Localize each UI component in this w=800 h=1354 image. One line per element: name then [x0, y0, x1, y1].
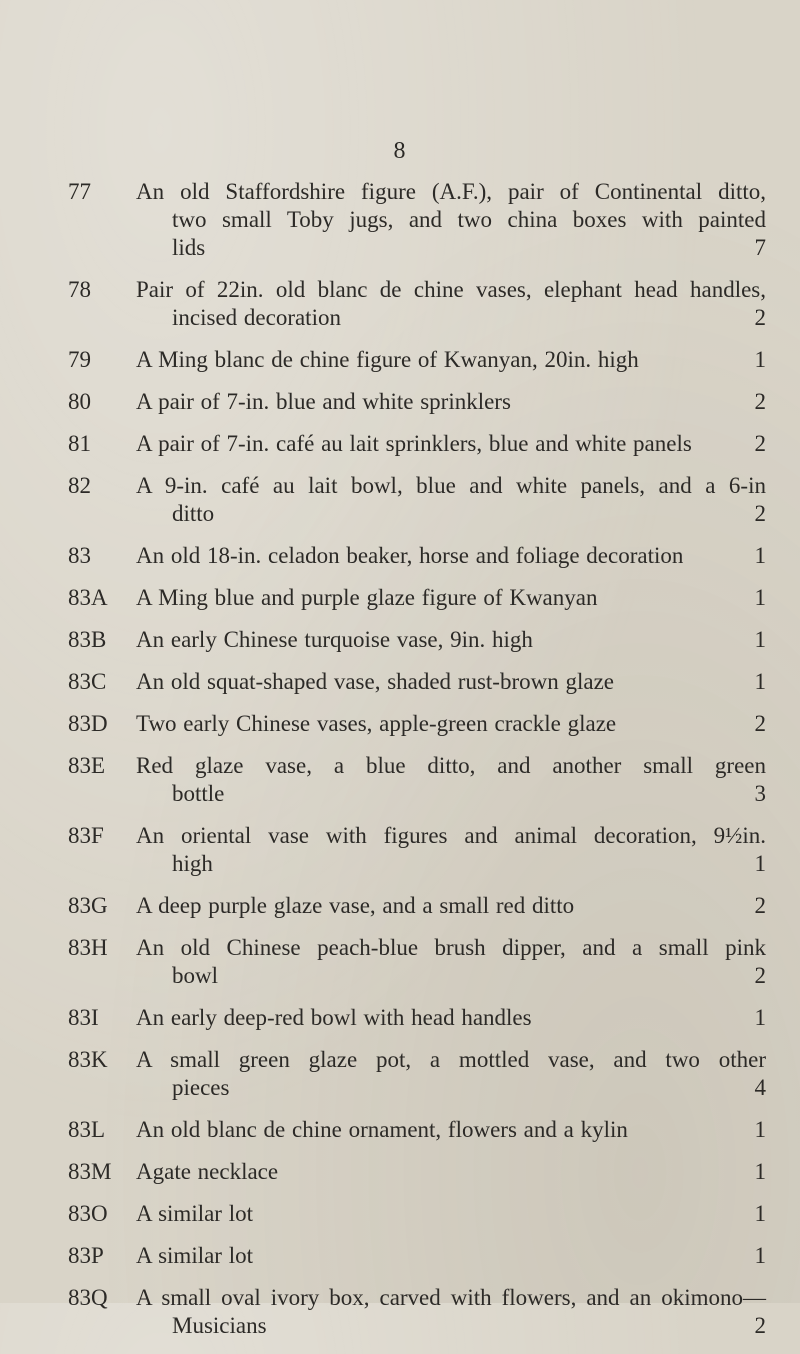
catalogue-lot: [0, 892, 800, 920]
lot-quantity: 2: [754, 389, 766, 414]
catalogue-lot: [0, 472, 800, 528]
lot-number: 83G: [68, 893, 108, 918]
catalogue-lot: [0, 1004, 800, 1032]
lot-quantity: 2: [754, 501, 766, 526]
lot-description-line: bowl: [172, 963, 218, 988]
lot-quantity: 1: [754, 1005, 766, 1030]
lot-quantity: 3: [754, 781, 766, 806]
lot-description: [136, 178, 766, 262]
lot-description-line: An old Chinese peach-blue brush dipper, and a small pink: [136, 935, 766, 960]
lot-description: [136, 1116, 800, 1144]
page-number: 8: [393, 138, 407, 164]
lot-quantity: 1: [754, 1243, 766, 1268]
catalogue-lot: [0, 430, 800, 458]
lot-number: 83D: [68, 711, 108, 736]
lot-number: 83F: [68, 823, 104, 848]
lot-quantity: 7: [754, 235, 766, 260]
lot-description-line: A deep purple glaze vase, and a small red ditto: [136, 893, 575, 918]
catalogue-lot: [0, 934, 800, 990]
lot-description: [136, 626, 800, 654]
lot-description-line: two small Toby jugs, and two china boxes with painted: [172, 207, 766, 232]
lot-list: [0, 178, 800, 1354]
lot-quantity: 2: [754, 305, 766, 330]
lot-number: 83C: [68, 669, 107, 694]
lot-quantity: 1: [754, 585, 766, 610]
lot-description-line: high: [172, 851, 213, 876]
lot-number: 81: [68, 431, 91, 456]
lot-description-line: Musicians: [172, 1313, 267, 1338]
lot-description-line: Two early Chinese vases, apple-green crackle glaze: [136, 711, 617, 736]
lot-number: 83E: [68, 753, 106, 778]
catalogue-lot: [0, 584, 800, 612]
catalogue-lot: [0, 822, 800, 878]
lot-description-line: Red glaze vase, a blue ditto, and another small green: [136, 753, 766, 778]
lot-number: 83L: [68, 1117, 106, 1142]
lot-description: [136, 1200, 800, 1228]
lot-quantity: 1: [754, 669, 766, 694]
catalogue-lot: [0, 1046, 800, 1102]
lot-description-line: An old 18-in. celadon beaker, horse and foliage decoration: [136, 543, 684, 568]
lot-description: [136, 1242, 800, 1270]
lot-description-line: A Ming blanc de chine figure of Kwanyan, 20in. high: [136, 347, 639, 372]
lot-quantity: 2: [754, 431, 766, 456]
catalogue-lot: [0, 1284, 800, 1340]
lot-quantity: 1: [754, 1117, 766, 1142]
catalogue-lot: [0, 626, 800, 654]
lot-description: [136, 1004, 800, 1032]
catalogue-lot: [0, 178, 800, 262]
lot-description: [136, 934, 766, 990]
catalogue-lot: [0, 1116, 800, 1144]
lot-number: 83M: [68, 1159, 112, 1184]
lot-number: 83P: [68, 1243, 104, 1268]
catalogue-lot: [0, 710, 800, 738]
lot-quantity: 1: [754, 627, 766, 652]
catalogue-lot: [0, 668, 800, 696]
lot-number: 83I: [68, 1005, 99, 1030]
lot-description: [136, 388, 800, 416]
lot-description-line: A pair of 7-in. café au lait sprinklers, blue and white panels: [136, 431, 692, 456]
catalogue-lot: [0, 1200, 800, 1228]
lot-description: [136, 752, 766, 808]
catalogue-lot: [0, 346, 800, 374]
lot-number: 83O: [68, 1201, 108, 1226]
catalogue-lot: [0, 542, 800, 570]
lot-quantity: 1: [754, 851, 766, 876]
lot-description-line: ditto: [172, 501, 215, 526]
lot-description-line: A pair of 7-in. blue and white sprinklers: [136, 389, 511, 414]
lot-number: 80: [68, 389, 91, 414]
lot-quantity: 1: [754, 1159, 766, 1184]
lot-quantity: 2: [754, 1313, 766, 1338]
lot-description-line: An old blanc de chine ornament, flowers and a kylin: [136, 1117, 628, 1142]
lot-description: [136, 1158, 800, 1186]
lot-quantity: 2: [754, 711, 766, 736]
lot-description-line: A 9-in. café au lait bowl, blue and white panels, and a 6-in: [136, 473, 766, 498]
lot-quantity: 1: [754, 347, 766, 372]
lot-number: 83A: [68, 585, 108, 610]
lot-description-line: Agate necklace: [136, 1159, 279, 1184]
lot-description-line: A small oval ivory box, carved with flowers, and an okimono—: [136, 1285, 766, 1310]
lot-description: [136, 430, 800, 458]
lot-description-line: An early deep-red bowl with head handles: [136, 1005, 532, 1030]
lot-number: 83Q: [68, 1285, 108, 1310]
lot-description: [136, 276, 766, 332]
lot-description: [136, 710, 800, 738]
lot-description: [136, 542, 800, 570]
catalogue-lot: [0, 752, 800, 808]
lot-description-line: An oriental vase with figures and animal decoration, 9½in.: [136, 823, 766, 848]
lot-description-line: bottle: [172, 781, 225, 806]
lot-quantity: 4: [754, 1075, 766, 1100]
lot-description: [136, 584, 800, 612]
lot-description: [136, 472, 766, 528]
lot-description-line: Pair of 22in. old blanc de chine vases, elephant head handles,: [136, 277, 766, 302]
lot-description: [136, 668, 800, 696]
lot-number: 83: [68, 543, 91, 568]
lot-description-line: incised decoration: [172, 305, 341, 330]
lot-quantity: 2: [754, 963, 766, 988]
lot-description-line: A similar lot: [136, 1243, 253, 1268]
lot-description: [136, 1284, 766, 1340]
lot-number: 83K: [68, 1047, 108, 1072]
lot-number: 78: [68, 277, 91, 302]
catalogue-lot: [0, 1242, 800, 1270]
lot-description-line: pieces: [172, 1075, 230, 1100]
lot-description-line: A Ming blue and purple glaze figure of Kwanyan: [136, 585, 598, 610]
lot-number: 79: [68, 347, 91, 372]
lot-description: [136, 822, 766, 878]
lot-description: [136, 892, 800, 920]
lot-description-line: lids: [172, 235, 206, 260]
lot-quantity: 2: [754, 893, 766, 918]
lot-quantity: 1: [754, 1201, 766, 1226]
lot-description-line: An old Staffordshire figure (A.F.), pair of Continental ditto,: [136, 179, 766, 204]
lot-description: [136, 346, 800, 374]
lot-description-line: A similar lot: [136, 1201, 253, 1226]
lot-description-line: An early Chinese turquoise vase, 9in. high: [136, 627, 533, 652]
lot-description: [136, 1046, 766, 1102]
lot-description-line: An old squat-shaped vase, shaded rust-brown glaze: [136, 669, 615, 694]
catalogue-lot: [0, 388, 800, 416]
catalogue-lot: [0, 276, 800, 332]
catalogue-lot: [0, 1158, 800, 1186]
lot-number: 82: [68, 473, 91, 498]
lot-description-line: A small green glaze pot, a mottled vase, and two other: [136, 1047, 766, 1072]
lot-quantity: 1: [754, 543, 766, 568]
lot-number: 83H: [68, 935, 108, 960]
lot-number: 77: [68, 179, 91, 204]
lot-number: 83B: [68, 627, 107, 652]
